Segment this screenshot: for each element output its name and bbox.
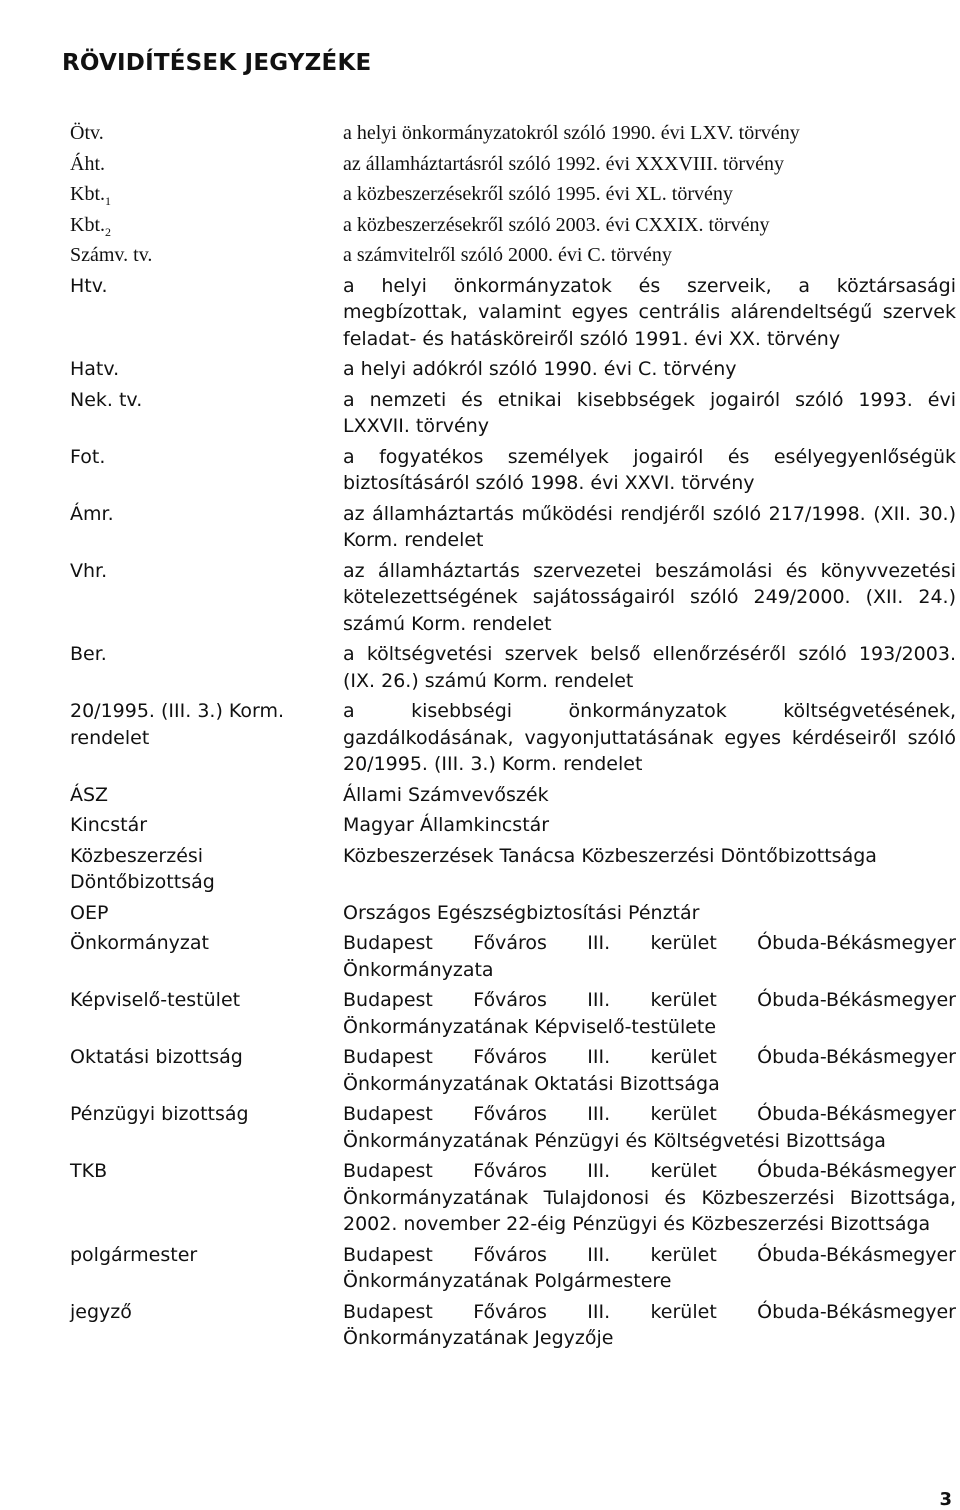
- list-item: [70, 641, 956, 694]
- definition: Budapest Főváros III. kerület Óbuda-Békásmegyer Önkormányzatának Oktatási Bizottsága: [343, 1046, 956, 1095]
- abbreviation: Önkormányzat: [70, 932, 209, 954]
- definition: a helyi adókról szóló 1990. évi C. törvény: [343, 358, 737, 380]
- definition: a nemzeti és etnikai kisebbségek jogairól szóló 1993. évi LXXVII. törvény: [343, 388, 956, 437]
- abbreviation: OEP: [70, 901, 109, 924]
- abbreviation: Pénzügyi bizottság: [70, 1103, 249, 1125]
- list-item: [70, 273, 956, 353]
- list-item: [70, 782, 956, 809]
- definition: a közbeszerzésekről szóló 1995. évi XL. törvény: [343, 183, 733, 205]
- definition: Közbeszerzések Tanácsa Közbeszerzési Döntőbizottsága: [343, 844, 877, 867]
- list-item: [70, 1299, 956, 1352]
- definition: Országos Egészségbiztosítási Pénztár: [343, 901, 700, 924]
- list-item: [70, 212, 956, 239]
- definition: Budapest Főváros III. kerület Óbuda-Békásmegyer Önkormányzatának Tulajdonosi és Közbeszerzési Bizottsága, 2002. november 22-éig Pénzügyi és Közbeszerzési Bizottsága: [343, 1160, 956, 1235]
- definition: a költségvetési szervek belső ellenőrzéséről szóló 193/2003. (IX. 26.) számú Korm. rendelet: [343, 643, 956, 692]
- definition: a számvitelről szóló 2000. évi C. törvény: [343, 244, 672, 266]
- list-item: [70, 1044, 956, 1097]
- list-item: [70, 356, 956, 383]
- list-item: [70, 930, 956, 983]
- abbreviation: 20/1995. (III. 3.) Korm. rendelet: [70, 700, 285, 749]
- list-item: [70, 151, 956, 178]
- definition: Magyar Államkincstár: [343, 814, 550, 836]
- definition: Budapest Főváros III. kerület Óbuda-Békásmegyer Önkormányzatának Jegyzője: [343, 1300, 956, 1349]
- list-item: [70, 501, 956, 554]
- abbreviation: Ámr.: [70, 502, 114, 525]
- list-item: [70, 1242, 956, 1295]
- list-item: [70, 181, 956, 208]
- definition: a helyi önkormányzatokról szóló 1990. évi LXV. törvény: [343, 122, 800, 144]
- abbreviation: TKB: [70, 1160, 108, 1182]
- list-item: [70, 812, 956, 839]
- abbreviation: Fot.: [70, 445, 106, 468]
- abbreviation: Hatv.: [70, 358, 120, 380]
- abbreviation: [70, 181, 343, 208]
- definition: Budapest Főváros III. kerület Óbuda-Békásmegyer Önkormányzatának Képviselő-testülete: [343, 989, 956, 1038]
- abbreviation: polgármester: [70, 1243, 198, 1266]
- abbreviation-list: [70, 120, 956, 1356]
- page-title: RÖVIDÍTÉSEK JEGYZÉKE: [62, 50, 372, 76]
- list-item: [70, 1101, 956, 1154]
- abbreviation-subscript: 2: [105, 224, 111, 239]
- definition: Budapest Főváros III. kerület Óbuda-Békásmegyer Önkormányzatának Pénzügyi és Költségvetési Bizottsága: [343, 1103, 956, 1152]
- list-item: [70, 698, 956, 778]
- definition: Budapest Főváros III. kerület Óbuda-Békásmegyer Önkormányzatának Polgármestere: [343, 1243, 956, 1292]
- list-item: [70, 242, 956, 269]
- abbreviation-text: Kbt.: [70, 213, 105, 236]
- abbreviation: Oktatási bizottság: [70, 1046, 243, 1068]
- abbreviation-text: Kbt.: [70, 183, 105, 205]
- list-item: [70, 444, 956, 497]
- list-item: [70, 1158, 956, 1238]
- definition: a kisebbségi önkormányzatok költségvetésének, gazdálkodásának, vagyonjuttatásának egyes kérdéseiről szóló 20/1995. (III. 3.) Korm. rendelet: [343, 700, 956, 775]
- definition: a helyi önkormányzatok és szerveik, a köztársasági megbízottak, valamint egyes centrális alárendeltségű szervek feladat- és hatásköreiről szóló 1991. évi XX. törvény: [343, 274, 956, 350]
- page-number: 3: [939, 1489, 952, 1510]
- list-item: [70, 900, 956, 927]
- abbreviation: jegyző: [70, 1300, 132, 1323]
- abbreviation: Vhr.: [70, 559, 108, 582]
- abbreviation: Nek. tv.: [70, 388, 143, 411]
- definition: a közbeszerzésekről szóló 2003. évi CXXIX. törvény: [343, 213, 770, 236]
- abbreviation: Ber.: [70, 643, 107, 665]
- abbreviation: ÁSZ: [70, 783, 109, 806]
- definition: az államháztartás működési rendjéről szóló 217/1998. (XII. 30.) Korm. rendelet: [343, 502, 956, 551]
- definition: a fogyatékos személyek jogairól és esélyegyenlőségük biztosításáról szóló 1998. évi XXVI. törvény: [343, 445, 956, 494]
- list-item: [70, 387, 956, 440]
- abbreviation: Kincstár: [70, 814, 148, 836]
- definition: az államháztartás szervezetei beszámolási és könyvvezetési kötelezettségének sajátosságairól szóló 249/2000. (XII. 24.) számú Korm. rendelet: [343, 559, 956, 635]
- abbreviation: [70, 212, 343, 239]
- abbreviation: Közbeszerzési Döntőbizottság: [70, 844, 215, 893]
- list-item: [70, 558, 956, 638]
- abbreviation: Képviselő-testület: [70, 989, 241, 1011]
- abbreviation: Számv. tv.: [70, 244, 153, 266]
- definition: Állami Számvevőszék: [343, 783, 549, 806]
- definition: Budapest Főváros III. kerület Óbuda-Békásmegyer Önkormányzata: [343, 932, 956, 981]
- abbreviation-subscript: 1: [105, 194, 111, 208]
- abbreviation: Ötv.: [70, 122, 104, 144]
- abbreviation: Htv.: [70, 274, 108, 297]
- list-item: [70, 120, 956, 147]
- abbreviation: Áht.: [70, 152, 105, 175]
- list-item: [70, 843, 956, 896]
- definition: az államháztartásról szóló 1992. évi XXXVIII. törvény: [343, 152, 784, 175]
- list-item: [70, 987, 956, 1040]
